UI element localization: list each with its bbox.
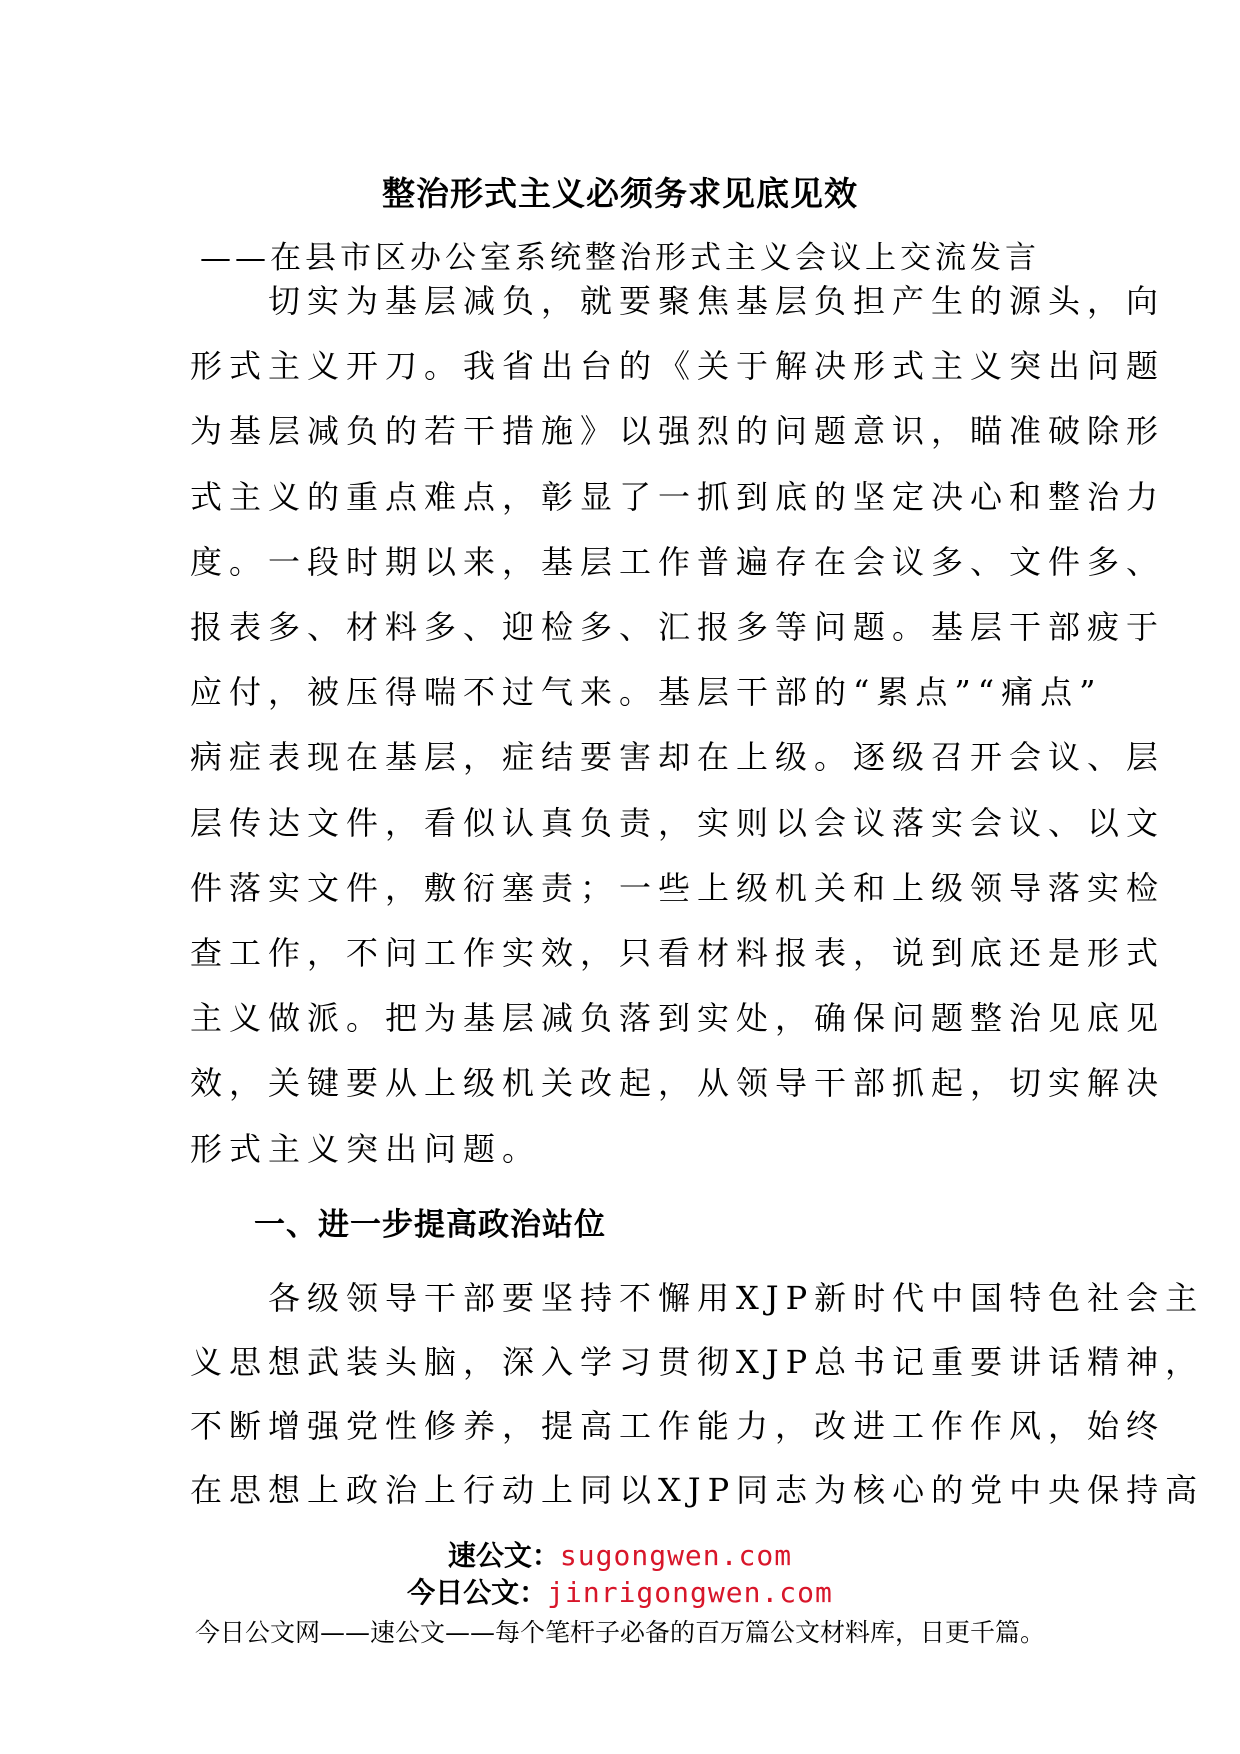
text-line: 义思想武装头脑，深入学习贯彻XJP总书记重要讲话精神，	[190, 1343, 1205, 1381]
text-line: 主义做派。把为基层减负落到实处，确保问题整治见底见	[190, 999, 1166, 1038]
text-line: 查工作，不问工作实效，只看材料报表，说到底还是形式	[190, 934, 1166, 973]
document-subtitle: ——在县市区办公室系统整治形式主义会议上交流发言	[200, 240, 1040, 276]
text-line: 件落实文件，敷衍塞责；一些上级机关和上级领导落实检	[190, 868, 1166, 907]
text-line: 各级领导干部要坚持不懈用XJP新时代中国特色社会主	[190, 1279, 1205, 1317]
text-line: 形式主义突出问题。	[190, 1129, 542, 1168]
text-line: 度。一段时期以来，基层工作普遍存在会议多、文件多、	[190, 542, 1166, 581]
footer-link-jinrigongwen[interactable]	[0, 1575, 1240, 1611]
footer-link-sugongwen[interactable]	[0, 1538, 1240, 1574]
paragraph-section-1	[190, 1266, 1205, 1522]
footer-url[interactable]: sugongwen.com	[559, 1539, 793, 1572]
text-line: 式主义的重点难点，彰显了一抓到底的坚定决心和整治力	[190, 477, 1166, 516]
text-line: 不断增强党性修养，提高工作能力，改进工作作风，始终	[190, 1407, 1166, 1445]
text-line: 应付，被压得喘不过气来。基层干部的“累点”“痛点”	[190, 673, 1103, 712]
paragraph-intro	[190, 269, 1166, 1182]
footer-label: 速公文：	[447, 1539, 560, 1572]
section-heading-1: 一、进一步提高政治站位	[254, 1207, 606, 1243]
footer-tagline	[0, 1616, 1240, 1650]
text-line: 层传达文件，看似认真负责，实则以会议落实会议、以文	[190, 803, 1166, 842]
text-line: 病症表现在基层，症结要害却在上级。逐级召开会议、层	[190, 738, 1166, 777]
text-line: 在思想上政治上行动上同以XJP同志为核心的党中央保持高	[190, 1471, 1205, 1509]
text-line: 报表多、材料多、迎检多、汇报多等问题。基层干部疲于	[190, 608, 1166, 647]
text-line: 为基层减负的若干措施》以强烈的问题意识，瞄准破除形	[190, 412, 1166, 451]
text-line: 形式主义开刀。我省出台的《关于解决形式主义突出问题	[190, 347, 1166, 386]
text-line: 切实为基层减负，就要聚焦基层负担产生的源头，向	[190, 282, 1166, 320]
footer-url[interactable]: jinrigongwen.com	[547, 1576, 833, 1609]
footer-tagline-text: 今日公文网——速公文——每个笔杆子必备的百万篇公文材料库，日更千篇。	[194, 1618, 1045, 1647]
footer-label: 今日公文：	[407, 1576, 548, 1609]
text-line: 效，关键要从上级机关改起，从领导干部抓起，切实解决	[190, 1064, 1166, 1103]
document-title: 整治形式主义必须务求见底见效	[382, 174, 858, 213]
